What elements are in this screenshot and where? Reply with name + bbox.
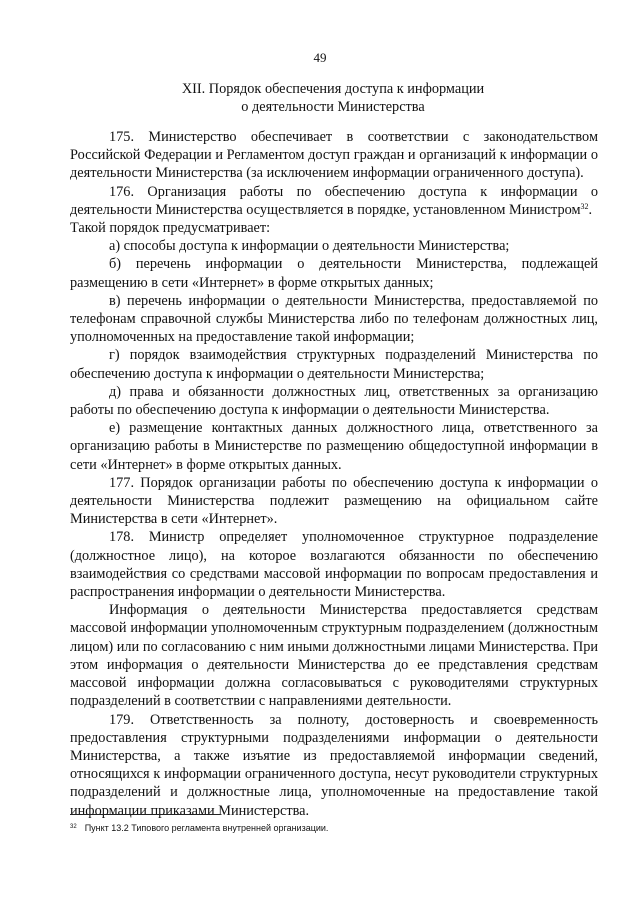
section-heading [70,80,596,116]
list-intro: Такой порядок предусматривает: [70,220,271,237]
document-body [70,128,598,820]
footnote-divider [70,814,220,815]
paragraph-175: 175. Министерство обеспечивает в соответствии с законодательством Российской Федерации и Регламентом доступ граждан и организаций к информации о деятельности Министерства (за исключением информации ограниченного доступа). [70,129,598,182]
paragraph-176 [70,183,598,219]
list-item-a: а) способы доступа к информации о деятельности Министерства; [109,238,510,255]
footnote [70,821,598,834]
paragraph-176-end: . [588,201,593,218]
footnote-reference: 32 [580,201,589,211]
section-heading-line-2: о деятельности Министерства [241,99,425,115]
paragraph-176-text: 176. Организация работы по обеспечению доступа к информации о деятельности Министерства осуществляется в порядке, установленном Министром [70,183,598,218]
list-item-e: е) размещение контактных данных должностного лица, ответственного за организацию работы в Министерстве по размещению общедоступной информации в сети «Интернет» в форме открытых данных. [70,420,598,473]
list-item-v: в) перечень информации о деятельности Министерства, предоставляемой по телефонам справочной службы Министерства либо по телефонам должностных лиц, уполномоченных на предоставление такой информации; [70,292,598,346]
list-item-d: д) права и обязанности должностных лиц, ответственных за организацию работы по обеспечению доступа к информации о деятельности Министерства. [70,383,598,419]
footnote-text: Пункт 13.2 Типового регламента внутренней организации. [84,823,329,833]
list-item-g: г) порядок взаимодействия структурных подразделений Министерства по обеспечению доступа к информации о деятельности Министерства; [70,347,598,382]
paragraph-178-info: Информация о деятельности Министерства предоставляется средствам массовой информации уполномоченным структурным подразделением (должностным лицом) или по согласованию с ним иными должностными лицами Министерства. При этом информация о деятельности Министерства до ее представления средствам массовой информации должна согласовываться с руководителями структурных подразделений в соответствии с направлениями деятельности. [70,602,598,710]
paragraph-177: 177. Порядок организации работы по обеспечению доступа к информации о деятельности Министерства подлежит размещению на официальном сайте Министерства в сети «Интернет». [70,474,598,528]
section-heading-line-1: XII. Порядок обеспечения доступа к информации [181,81,485,97]
page-number: 49 [313,50,327,65]
paragraph-179: 179. Ответственность за полноту, достоверность и своевременность предоставления структурными подразделениями информации о деятельности Министерства, а также изъятие из предоставляемой информации сведений, относящихся к информации ограниченного доступа, несут руководители структурных подразделений и должностные лица, уполномоченные на предоставление такой информации приказами Министерства. [70,711,598,819]
paragraph-178: 178. Министр определяет уполномоченное структурное подразделение (должностное лицо), на которое возлагаются обязанности по обеспечению взаимодействия со средствами массовой информации по вопросам предоставления и распространения информации о деятельности Министерства. [70,529,598,601]
list-item-b: б) перечень информации о деятельности Министерства, подлежащей размещению в сети «Интернет» в форме открытых данных; [70,256,598,291]
footnote-marker: 32 [70,824,77,830]
